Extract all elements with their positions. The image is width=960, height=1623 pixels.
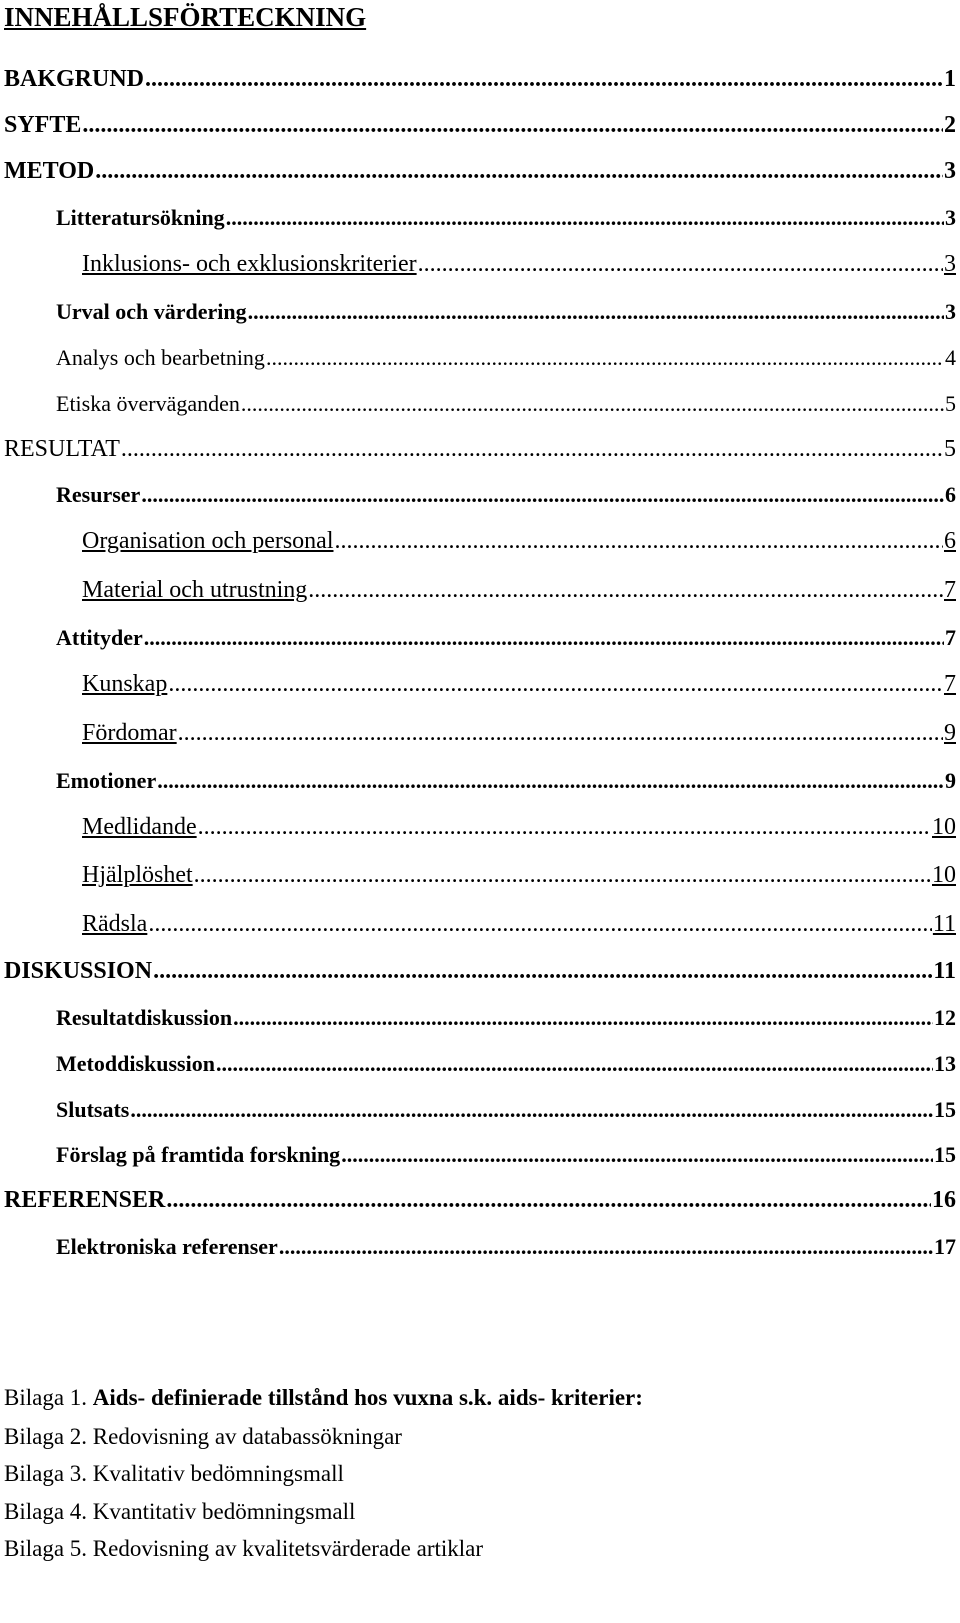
appendix-description: Aids- definierade tillstånd hos vuxna s.k. aids- kriterier:	[92, 1385, 643, 1410]
toc-label: DISKUSSION	[4, 958, 153, 984]
toc-page-number: 3	[945, 299, 956, 324]
toc-entry-forslag[interactable]	[56, 1142, 956, 1167]
toc-label: Emotioner	[56, 768, 157, 793]
toc-leader	[82, 112, 943, 140]
toc-page-number: 3	[945, 205, 956, 230]
appendix-prefix: Bilaga 4.	[4, 1499, 88, 1524]
toc-entry-analys[interactable]	[56, 345, 956, 370]
toc-entry-inklusionskriterier[interactable]	[82, 251, 956, 279]
toc-leader	[233, 1005, 933, 1030]
toc-leader	[141, 482, 944, 507]
toc-leader	[157, 768, 944, 793]
toc-entry-radsla[interactable]	[82, 911, 956, 939]
appendix-prefix: Bilaga 1.	[4, 1385, 88, 1410]
toc-label: METOD	[4, 158, 95, 184]
toc-entry-etiska[interactable]	[56, 391, 956, 416]
toc-page-number: 9	[945, 768, 956, 793]
toc-entry-slutsats[interactable]	[56, 1097, 956, 1122]
toc-leader	[148, 911, 932, 939]
toc-label: Etiska överväganden	[56, 391, 240, 416]
appendix-item	[4, 1385, 643, 1411]
toc-label: SYFTE	[4, 112, 82, 138]
toc-entry-bakgrund[interactable]	[4, 66, 956, 94]
toc-page-number: 4	[945, 345, 956, 370]
toc-entry-resultat[interactable]	[4, 436, 956, 464]
toc-leader	[279, 1234, 933, 1259]
toc-leader	[266, 345, 944, 370]
toc-page-number: 5	[944, 436, 956, 462]
toc-leader	[145, 66, 943, 94]
toc-label: Resultatdiskussion	[56, 1005, 233, 1030]
toc-page-number: 13	[934, 1051, 956, 1076]
appendix-prefix: Bilaga 2.	[4, 1424, 88, 1449]
toc-leader	[308, 577, 943, 605]
toc-entry-hjalploshet[interactable]	[82, 862, 956, 890]
toc-page-number: 2	[944, 112, 956, 138]
toc-label: Urval och värdering	[56, 299, 247, 324]
toc-page-number: 3	[944, 251, 956, 277]
toc-label: Hjälplöshet	[82, 862, 193, 888]
toc-page-number: 10	[932, 814, 956, 840]
toc-entry-referenser[interactable]	[4, 1187, 956, 1215]
toc-label: Attityder	[56, 625, 143, 650]
toc-label: Medlidande	[82, 814, 197, 840]
toc-label: Rädsla	[82, 911, 148, 937]
toc-label: RESULTAT	[4, 436, 120, 462]
toc-entry-metod[interactable]	[4, 158, 956, 186]
toc-leader	[226, 205, 944, 230]
appendix-description: Kvantitativ bedömningsmall	[92, 1499, 356, 1524]
toc-page-number: 11	[933, 958, 956, 984]
appendix-prefix: Bilaga 3.	[4, 1461, 88, 1486]
toc-entry-resurser[interactable]	[56, 482, 956, 507]
toc-label: Inklusions- och exklusionskriterier	[82, 251, 417, 277]
toc-label: Analys och bearbetning	[56, 345, 265, 370]
toc-leader	[95, 158, 943, 186]
toc-entry-litteratursokning[interactable]	[56, 205, 956, 230]
toc-page-number: 12	[934, 1005, 956, 1030]
appendix-prefix: Bilaga 5.	[4, 1536, 88, 1561]
toc-leader	[418, 251, 943, 279]
toc-leader	[121, 436, 943, 464]
toc-label: Fördomar	[82, 720, 177, 746]
appendix-item	[4, 1424, 402, 1450]
toc-entry-fordomar[interactable]	[82, 720, 956, 748]
toc-leader	[198, 814, 931, 842]
toc-page-number: 17	[934, 1234, 956, 1259]
appendix-description: Redovisning av databassökningar	[92, 1424, 402, 1449]
toc-page-number: 5	[945, 391, 956, 416]
page-title: INNEHÅLLSFÖRTECKNING	[4, 2, 367, 32]
appendix-item	[4, 1536, 483, 1562]
toc-page-number: 1	[944, 66, 956, 92]
toc-page-number: 7	[944, 671, 956, 697]
toc-page-number: 16	[932, 1187, 956, 1213]
toc-page-number: 7	[944, 577, 956, 603]
toc-page-number: 6	[945, 482, 956, 507]
toc-label: Metoddiskussion	[56, 1051, 215, 1076]
toc-leader	[216, 1051, 933, 1076]
toc-label: Litteratursökning	[56, 205, 225, 230]
toc-label: Elektroniska referenser	[56, 1234, 278, 1259]
toc-page-number: 15	[934, 1097, 956, 1122]
toc-entry-metoddiskussion[interactable]	[56, 1051, 956, 1076]
toc-label: REFERENSER	[4, 1187, 166, 1213]
toc-label: Organisation och personal	[82, 528, 334, 554]
toc-entry-organisation[interactable]	[82, 528, 956, 556]
toc-entry-medlidande[interactable]	[82, 814, 956, 842]
toc-leader	[335, 528, 944, 556]
toc-entry-diskussion[interactable]	[4, 958, 956, 986]
appendix-item	[4, 1461, 344, 1487]
appendix-item	[4, 1499, 355, 1525]
toc-leader	[130, 1097, 933, 1122]
toc-leader	[178, 720, 943, 748]
toc-leader	[144, 625, 944, 650]
toc-entry-syfte[interactable]	[4, 112, 956, 140]
toc-page-number: 7	[945, 625, 956, 650]
toc-page-number: 6	[944, 528, 956, 554]
toc-label: Kunskap	[82, 671, 168, 697]
toc-label: Material och utrustning	[82, 577, 308, 603]
toc-leader	[168, 671, 943, 699]
toc-label: Slutsats	[56, 1097, 130, 1122]
toc-page-number: 10	[932, 862, 956, 888]
toc-leader	[341, 1142, 933, 1167]
toc-leader	[194, 862, 931, 890]
toc-leader	[153, 958, 932, 986]
toc-entry-resultatdiskussion[interactable]	[56, 1005, 956, 1030]
toc-page-number: 11	[932, 911, 956, 937]
toc-page-number: 9	[944, 720, 956, 746]
toc-label: BAKGRUND	[4, 66, 145, 92]
toc-entry-kunskap[interactable]	[82, 671, 956, 699]
toc-leader	[248, 299, 944, 324]
toc-page-number: 3	[944, 158, 956, 184]
appendix-description: Kvalitativ bedömningsmall	[92, 1461, 344, 1486]
toc-entry-emotioner[interactable]	[56, 768, 956, 793]
toc-entry-material[interactable]	[82, 577, 956, 605]
toc-leader	[241, 391, 944, 416]
toc-page-number: 15	[934, 1142, 956, 1167]
toc-label: Förslag på framtida forskning	[56, 1142, 341, 1167]
toc-entry-urval[interactable]	[56, 299, 956, 324]
appendix-description: Redovisning av kvalitetsvärderade artiklar	[92, 1536, 484, 1561]
toc-entry-elektroniska-referenser[interactable]	[56, 1234, 956, 1259]
toc-entry-attityder[interactable]	[56, 625, 956, 650]
toc-leader	[166, 1187, 931, 1215]
toc-label: Resurser	[56, 482, 141, 507]
